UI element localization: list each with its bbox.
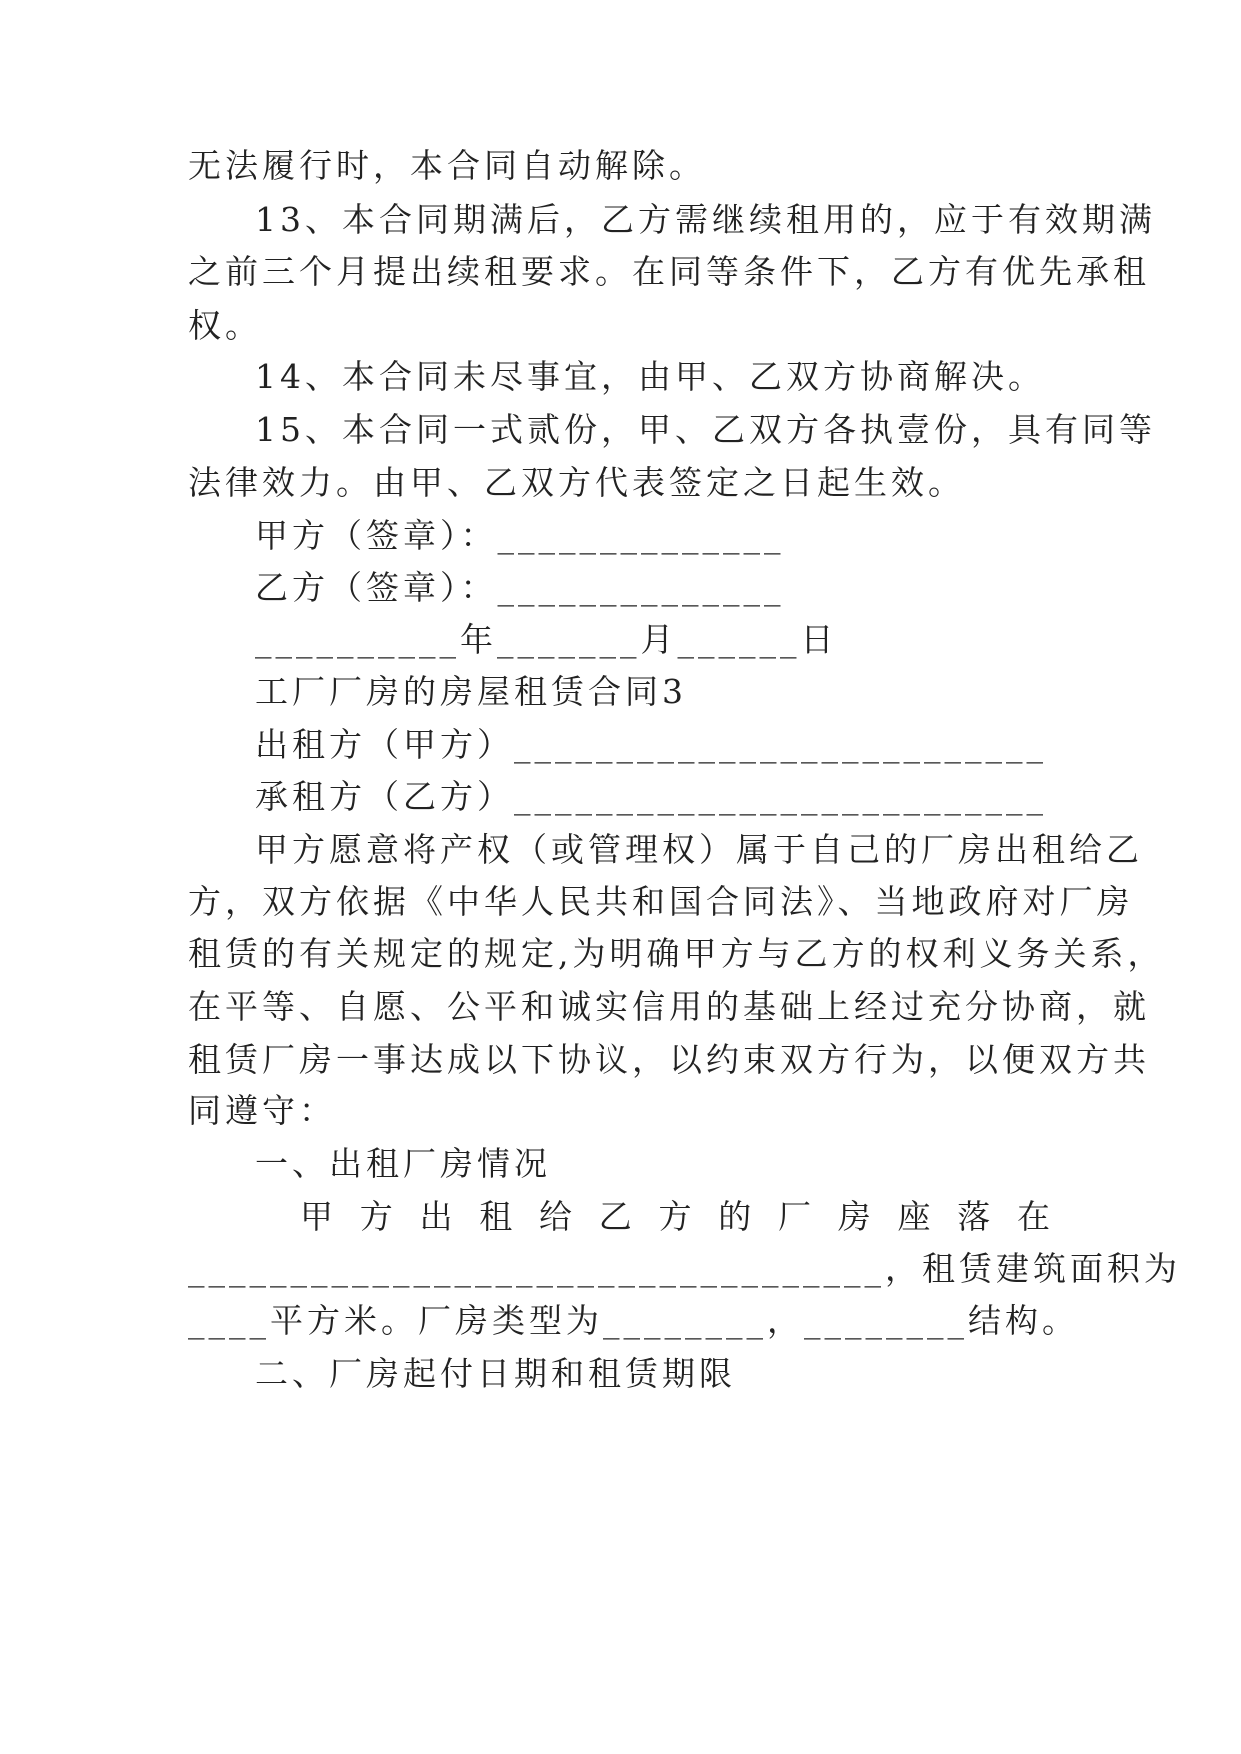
char: 厂 xyxy=(778,1197,811,1236)
location-line xyxy=(300,1197,1050,1237)
lessor-line: 出租方（甲方）__________________________ xyxy=(255,725,1047,764)
intro-line-5: 租赁厂房一事达成以下协议，以约束双方行为，以便双方共 xyxy=(188,1040,1150,1079)
char: 方 xyxy=(359,1197,393,1236)
clause-15-line-1: 15、本合同一式贰份，甲、乙双方各执壹份，具有同等 xyxy=(255,410,1156,449)
clause-13-line-2: 之前三个月提出续租要求。在同等条件下，乙方有优先承租 xyxy=(188,252,1150,291)
char: 出 xyxy=(419,1197,453,1236)
char: 给 xyxy=(539,1197,572,1236)
char: 甲 xyxy=(300,1197,333,1236)
clause-13-line-1: 13、本合同期满后，乙方需继续租用的，应于有效期满 xyxy=(255,200,1156,239)
date-line: __________年_______月______日 xyxy=(255,620,838,659)
intro-line-1: 甲方愿意将产权（或管理权）属于自己的厂房出租给乙 xyxy=(255,830,1143,869)
intro-line-2: 方，双方依据《中华人民共和国合同法》、当地政府对厂房 xyxy=(188,882,1134,921)
party-a-signature-line: 甲方（签章）：______________ xyxy=(255,516,785,555)
char: 在 xyxy=(1017,1197,1050,1236)
char: 座 xyxy=(897,1197,931,1236)
clause-13-line-3: 权。 xyxy=(188,306,262,345)
paragraph-12-end: 无法履行时，本合同自动解除。 xyxy=(188,146,706,185)
char: 租 xyxy=(479,1197,513,1236)
area-line: __________________________________，租赁建筑面积为 xyxy=(188,1249,1181,1288)
char: 房 xyxy=(837,1197,871,1236)
char: 乙 xyxy=(598,1197,632,1236)
clause-15-line-2: 法律效力。由甲、乙双方代表签定之日起生效。 xyxy=(188,463,965,502)
party-b-signature-line: 乙方（签章）：______________ xyxy=(255,568,785,607)
intro-line-3: 租赁的有关规定的规定,为明确甲方与乙方的权利义务关系， xyxy=(188,934,1165,973)
intro-line-4: 在平等、自愿、公平和诚实信用的基础上经过充分协商，就 xyxy=(188,987,1150,1026)
heading-1: 一、出租厂房情况 xyxy=(255,1144,551,1183)
intro-line-6: 同遵守： xyxy=(188,1091,336,1130)
lessee-line: 承租方（乙方）__________________________ xyxy=(255,777,1047,816)
heading-2: 二、厂房起付日期和租赁期限 xyxy=(255,1354,736,1393)
type-structure-line: ____平方米。厂房类型为________，________结构。 xyxy=(188,1301,1079,1340)
section-title: 工厂厂房的房屋租赁合同3 xyxy=(255,672,687,711)
char: 方 xyxy=(658,1197,692,1236)
clause-14: 14、本合同未尽事宜，由甲、乙双方协商解决。 xyxy=(255,357,1045,396)
char: 落 xyxy=(957,1197,991,1236)
char: 的 xyxy=(718,1197,752,1236)
